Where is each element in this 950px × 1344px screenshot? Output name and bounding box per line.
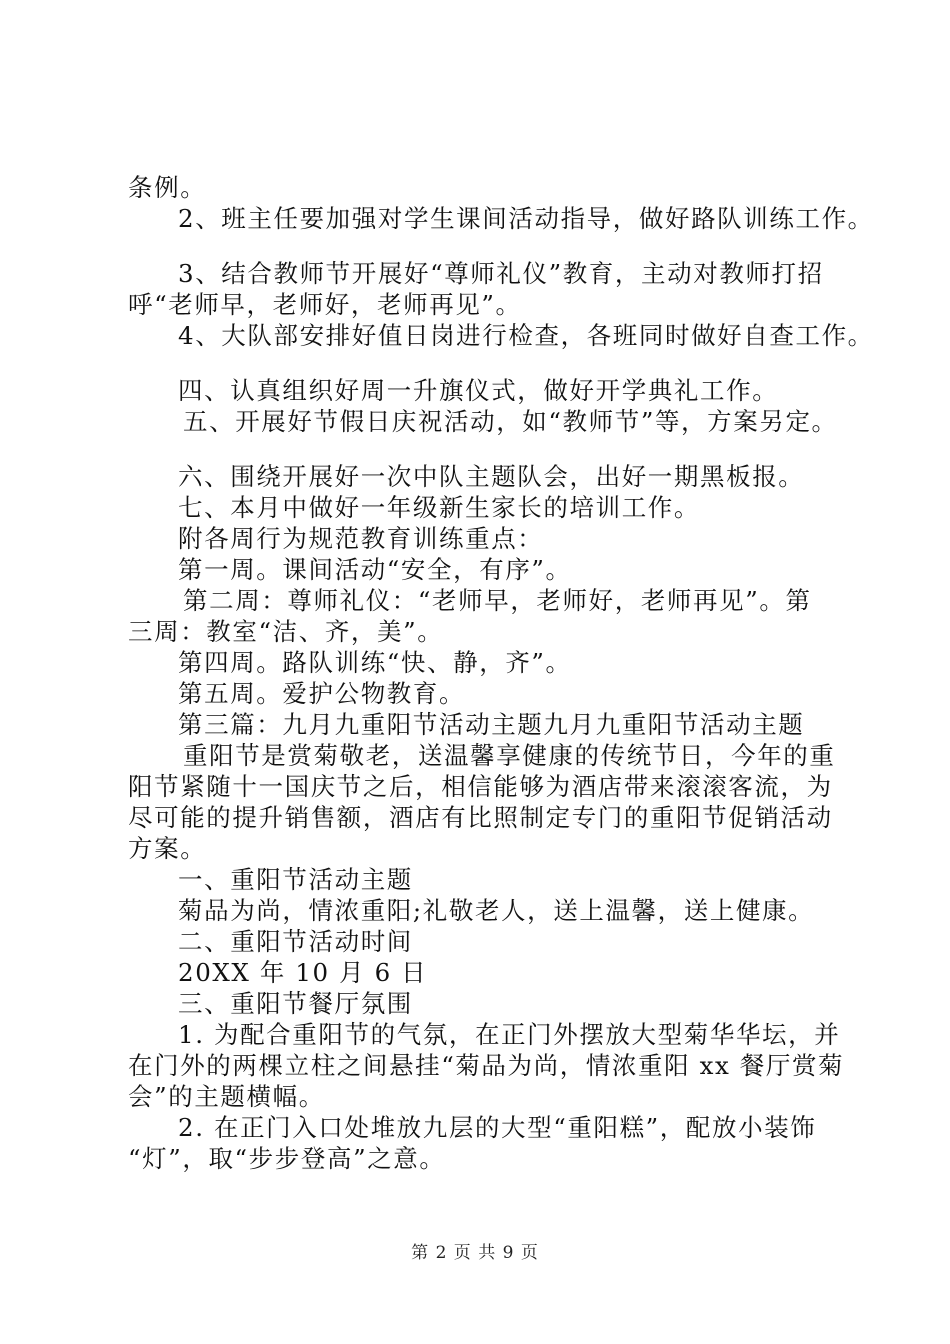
- text-line: 3、结合教师节开展好“尊师礼仪”教育，主动对教师打招: [178, 259, 824, 288]
- text-line: 4、大队部安排好值日岗进行检查，各班同时做好自查工作。: [178, 321, 874, 350]
- text-line: 第四周。路队训练“快、静，齐”。: [178, 648, 572, 677]
- text-line: 1. 为配合重阳节的气氛，在正门外摆放大型菊华华坛，并: [178, 1020, 841, 1049]
- text-line: 菊品为尚，情浓重阳;礼敬老人，送上温馨，送上健康。: [178, 896, 815, 925]
- text-line: 二、重阳节活动时间: [178, 927, 413, 956]
- text-line: 会”的主题横幅。: [128, 1082, 325, 1111]
- paragraph-gap: [128, 351, 848, 375]
- text-line: 条例。: [128, 173, 207, 202]
- text-line: 第一周。课间活动“安全，有序”。: [178, 555, 572, 584]
- text-line: 20XX 年 10 月 6 日: [178, 958, 428, 987]
- text-line: 五、开展好节假日庆祝活动，如“教师节”等，方案另定。: [183, 407, 838, 436]
- paragraph-gap: [128, 234, 848, 258]
- text-line: 尽可能的提升销售额，酒店有比照制定专门的重阳节促销活动: [128, 803, 833, 832]
- paragraph-gap: [128, 437, 848, 461]
- text-line: 2. 在正门入口处堆放九层的大型“重阳糕”，配放小装饰: [178, 1113, 817, 1142]
- text-line: 呼“老师早，老师好，老师再见”。: [128, 290, 522, 319]
- text-line: 七、本月中做好一年级新生家长的培训工作。: [178, 493, 700, 522]
- text-line: 三周：教室“洁、齐，美”。: [128, 617, 444, 646]
- text-line: 在门外的两棵立柱之间悬挂“菊品为尚，情浓重阳 xx 餐厅赏菊: [128, 1051, 845, 1080]
- text-line: 三、重阳节餐厅氛围: [178, 989, 413, 1018]
- text-line: 方案。: [128, 834, 207, 863]
- text-line: 第二周：尊师礼仪：“老师早，老师好，老师再见”。第: [183, 586, 812, 615]
- text-line: “灯”，取“步步登高”之意。: [128, 1144, 446, 1173]
- page-footer: 第 2 页 共 9 页: [411, 1243, 539, 1263]
- text-line: 第五周。爱护公物教育。: [178, 679, 466, 708]
- document-body: [128, 172, 874, 1174]
- text-line: 六、围绕开展好一次中队主题队会，出好一期黑板报。: [178, 462, 805, 491]
- text-line: 一、重阳节活动主题: [178, 865, 413, 894]
- text-line: 2、班主任要加强对学生课间活动指导，做好路队训练工作。: [178, 204, 874, 233]
- text-line: 阳节紧随十一国庆节之后，相信能够为酒店带来滚滚客流，为: [128, 772, 833, 801]
- text-line: 第三篇：九月九重阳节活动主题九月九重阳节活动主题: [178, 710, 805, 739]
- text-line: 重阳节是赏菊敬老，送温馨享健康的传统节日，今年的重: [183, 741, 836, 770]
- text-line: 附各周行为规范教育训练重点：: [178, 524, 544, 553]
- text-line: 四、认真组织好周一升旗仪式，做好开学典礼工作。: [178, 376, 779, 405]
